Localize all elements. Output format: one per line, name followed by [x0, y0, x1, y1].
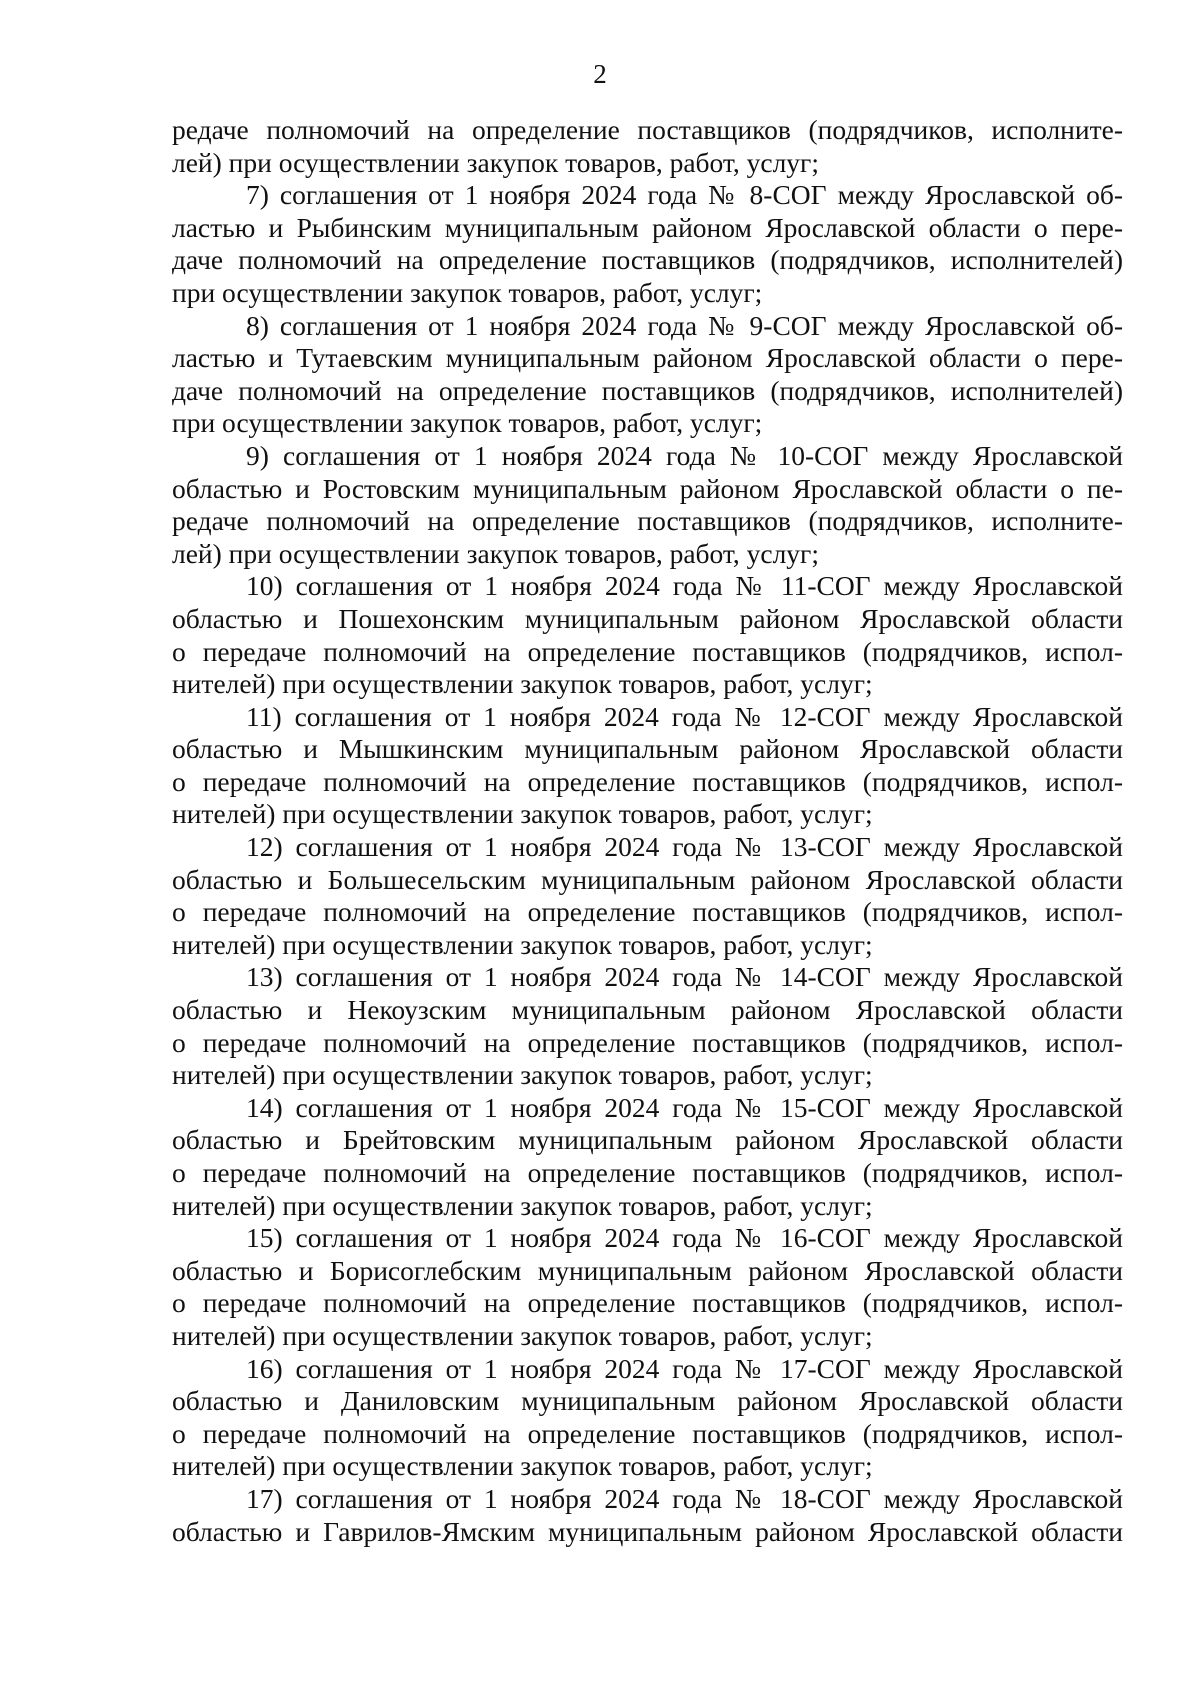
text-line: областью и Мышкинским муниципальным районом Ярославской области — [172, 733, 1123, 765]
text-line: ластью и Рыбинским муниципальным районом Ярославской области о пере- — [172, 211, 1123, 243]
text-line: о передаче полномочий на определение поставщиков (подрядчиков, испол- — [172, 1287, 1123, 1319]
text-line: о передаче полномочий на определение поставщиков (подрядчиков, испол- — [172, 765, 1123, 797]
text-line: областью и Некоузским муниципальным районом Ярославской области — [172, 994, 1123, 1026]
paragraph — [172, 570, 1123, 700]
text-line: нителей) при осуществлении закупок товаров, работ, услуг; — [172, 798, 873, 830]
paragraph — [172, 831, 1123, 961]
text-line: областью и Большесельским муниципальным районом Ярославской области — [172, 863, 1123, 895]
paragraph — [172, 179, 1123, 309]
text-line: о передаче полномочий на определение поставщиков (подрядчиков, испол- — [172, 635, 1123, 667]
text-line: ластью и Тутаевским муниципальным районом Ярославской области о пере- — [172, 342, 1123, 374]
paragraph — [172, 1092, 1123, 1222]
text-line: 8) соглашения от 1 ноября 2024 года № 9-СОГ между Ярославской об- — [246, 309, 1123, 341]
paragraph — [172, 1483, 1123, 1548]
text-line: 16) соглашения от 1 ноября 2024 года № 17-СОГ между Ярославской — [246, 1352, 1123, 1384]
text-line: о передаче полномочий на определение поставщиков (подрядчиков, испол- — [172, 1026, 1123, 1058]
text-line: областью и Борисоглебским муниципальным районом Ярославской области — [172, 1254, 1123, 1286]
text-line: 13) соглашения от 1 ноября 2024 года № 14-СОГ между Ярославской — [246, 961, 1123, 993]
text-line: областью и Пошехонским муниципальным районом Ярославской области — [172, 602, 1123, 634]
text-line: нителей) при осуществлении закупок товаров, работ, услуг; — [172, 1450, 873, 1482]
paragraph — [172, 1353, 1123, 1483]
paragraph — [172, 440, 1123, 570]
text-line: при осуществлении закупок товаров, работ, услуг; — [172, 407, 763, 439]
document-body — [172, 114, 1123, 1548]
text-line: редаче полномочий на определение поставщиков (подрядчиков, исполните- — [172, 114, 1123, 145]
text-line: областью и Ростовским муниципальным районом Ярославской области о пе- — [172, 472, 1123, 504]
text-line: областью и Брейтовским муниципальным районом Ярославской области — [172, 1124, 1123, 1156]
text-line: областью и Даниловским муниципальным районом Ярославской области — [172, 1385, 1123, 1417]
text-line: о передаче полномочий на определение поставщиков (подрядчиков, испол- — [172, 896, 1123, 928]
text-line: нителей) при осуществлении закупок товаров, работ, услуг; — [172, 928, 873, 960]
text-line: о передаче полномочий на определение поставщиков (подрядчиков, испол- — [172, 1157, 1123, 1188]
text-line: нителей) при осуществлении закупок товаров, работ, услуг; — [172, 1189, 873, 1221]
text-line: 17) соглашения от 1 ноября 2024 года № 18-СОГ между Ярославской — [246, 1482, 1123, 1514]
text-line: 15) соглашения от 1 ноября 2024 года № 16-СОГ между Ярославской — [246, 1222, 1123, 1254]
text-line: 7) соглашения от 1 ноября 2024 года № 8-СОГ между Ярославской об- — [246, 179, 1123, 211]
paragraph — [172, 310, 1123, 440]
text-line: 14) соглашения от 1 ноября 2024 года № 15-СОГ между Ярославской — [246, 1091, 1123, 1123]
text-line: даче полномочий на определение поставщиков (подрядчиков, исполнителей) — [172, 374, 1123, 406]
paragraph — [172, 114, 1123, 179]
paragraph — [172, 1222, 1123, 1352]
paragraph — [172, 961, 1123, 1091]
text-line: лей) при осуществлении закупок товаров, работ, услуг; — [172, 537, 819, 569]
text-line: 9) соглашения от 1 ноября 2024 года № 10-СОГ между Ярославской — [246, 439, 1123, 471]
text-line: нителей) при осуществлении закупок товаров, работ, услуг; — [172, 1319, 873, 1351]
text-line: областью и Гаврилов-Ямским муниципальным районом Ярославской области — [172, 1515, 1123, 1547]
text-line: лей) при осуществлении закупок товаров, работ, услуг; — [172, 146, 819, 178]
text-line: о передаче полномочий на определение поставщиков (подрядчиков, испол- — [172, 1417, 1123, 1449]
text-line: при осуществлении закупок товаров, работ, услуг; — [172, 276, 763, 308]
text-line: 11) соглашения от 1 ноября 2024 года № 12-СОГ между Ярославской — [246, 700, 1123, 732]
paragraph — [172, 701, 1123, 831]
text-line: даче полномочий на определение поставщиков (подрядчиков, исполнителей) — [172, 244, 1123, 276]
text-line: 10) соглашения от 1 ноября 2024 года № 11-СОГ между Ярославской — [246, 570, 1123, 602]
text-line: редаче полномочий на определение поставщиков (подрядчиков, исполните- — [172, 505, 1123, 537]
text-line: нителей) при осуществлении закупок товаров, работ, услуг; — [172, 668, 873, 700]
text-line: 12) соглашения от 1 ноября 2024 года № 13-СОГ между Ярославской — [246, 831, 1123, 863]
page-number: 2 — [593, 59, 607, 89]
text-line: нителей) при осуществлении закупок товаров, работ, услуг; — [172, 1059, 873, 1091]
